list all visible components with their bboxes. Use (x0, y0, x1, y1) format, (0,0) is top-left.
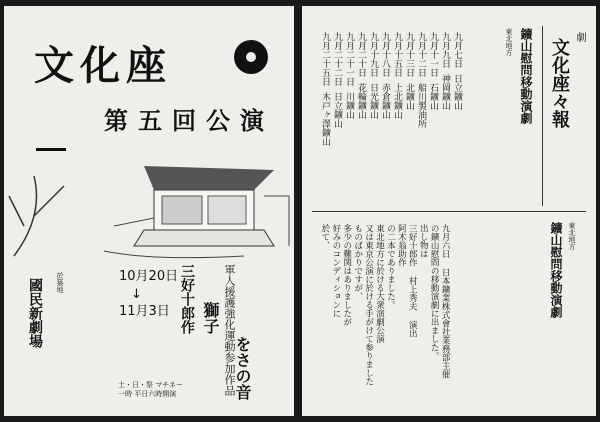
schedule-date: 九月七日 (452, 32, 462, 68)
play-title: をさの音 (233, 336, 252, 400)
venue-name: 國民新劇場 (27, 278, 43, 348)
venue-prefix: 於築地 (56, 272, 64, 293)
schedule-date: 九月十五日 (392, 32, 402, 77)
playwright-credit: 三好十郎作 (179, 264, 195, 334)
newsletter-title: 文化座々報 (549, 38, 570, 128)
start-date: 10月20日 (119, 269, 179, 284)
newsletter-page (302, 6, 596, 416)
schedule-date: 九月十二日 (416, 32, 426, 77)
report-line: 多少の難関はありましたが (341, 224, 352, 326)
schedule-date: 九月九日 (440, 32, 450, 68)
schedule-date: 九月二十二日 (332, 32, 342, 86)
schedule-date: 九月二十日 (356, 32, 366, 77)
schedule-date: 九月十三日 (404, 32, 414, 77)
stage-illustration (4, 156, 294, 271)
schedule-place: 日立鑛山 (332, 92, 342, 128)
schedule-entry (440, 32, 449, 146)
header-rule (542, 26, 543, 206)
play-title: 獅子 (201, 302, 220, 334)
tour-title: 鑛山慰問移動演劇 (519, 28, 533, 124)
schedule-place: 神岡鑛山 (440, 74, 450, 110)
production-note: 軍人援護強化運動参加作品 (223, 264, 236, 396)
schedule-entry (428, 32, 437, 146)
schedule-entry (332, 32, 341, 146)
schedule-place: 木戸ヶ澤鑛山 (320, 92, 330, 146)
schedule-place: 赤倉鑛山 (380, 83, 390, 119)
schedule-entry (356, 32, 365, 146)
divider (36, 148, 66, 151)
schedule-entry (452, 32, 461, 146)
report-line: 又は東京公演に於ける手がけて参りました (363, 224, 374, 386)
matinee-note: 土・日・祭 マチネー (118, 381, 183, 389)
schedule-place: 川鑛山 (344, 92, 354, 119)
report-line: 好みのコンディションに (330, 224, 341, 318)
schedule-entry (392, 32, 401, 146)
report-line: 於て、 (319, 224, 330, 250)
schedule-date: 九月十八日 (380, 32, 390, 77)
report-body (320, 224, 449, 386)
section-divider (312, 211, 586, 212)
troupe-logo-icon (234, 40, 268, 74)
schedule-entry (368, 32, 377, 146)
schedule-date: 九月十九日 (368, 32, 378, 77)
schedule-date: 九月二十一日 (344, 32, 354, 86)
schedule-date: 九月二十五日 (320, 32, 330, 86)
schedule-entry (416, 32, 425, 146)
report-line: ものばかりですが、 (352, 224, 363, 301)
end-date: 11月3日 (119, 304, 170, 320)
evening-note: 一時 平日六時開演 (118, 390, 177, 399)
report-heading: 鑛山慰問移動演劇 (549, 222, 563, 318)
report-line: の二本でありました。 (385, 224, 396, 309)
troupe-title: 文化座 (34, 42, 172, 89)
schedule-place: 日立鑛山 (452, 74, 462, 110)
report-line: 九月六日 日本鑛業株式會社業務部主催 (440, 224, 451, 379)
report-line: 東北地方に於ける大衆演劇公演 (374, 224, 385, 343)
schedule-place: 船川製油所 (416, 83, 426, 128)
showtime-note (118, 381, 183, 399)
report-line: 三好十郎作 村上秀夫 演出 (407, 224, 418, 338)
schedule-place: 花輪鑛山 (356, 83, 366, 119)
schedule-place: 上北鑛山 (392, 83, 402, 119)
tour-schedule (320, 32, 461, 146)
run-dates (119, 268, 178, 321)
program-cover (4, 6, 294, 416)
section-kicker: 劇 (574, 32, 585, 42)
schedule-place: 北鑛山 (404, 83, 414, 110)
schedule-entry (404, 32, 413, 146)
date-arrow: ↓ (131, 286, 142, 302)
schedule-entry (320, 32, 329, 146)
report-line: 出し物は (418, 224, 429, 258)
report-line: の鑛山慰問の移動演劇に出ました。 (429, 224, 440, 360)
tour-region: 東北地方 (505, 28, 513, 56)
report-line: 阿木翁助作 (396, 224, 407, 267)
performance-number: 第五回公演 (104, 106, 274, 135)
schedule-entry (380, 32, 389, 146)
schedule-place: 日光鑛山 (368, 83, 378, 119)
schedule-place: 石鑛山 (428, 83, 438, 110)
schedule-date: 九月十一日 (428, 32, 438, 77)
schedule-entry (344, 32, 353, 146)
report-region: 東北地方 (568, 222, 576, 250)
